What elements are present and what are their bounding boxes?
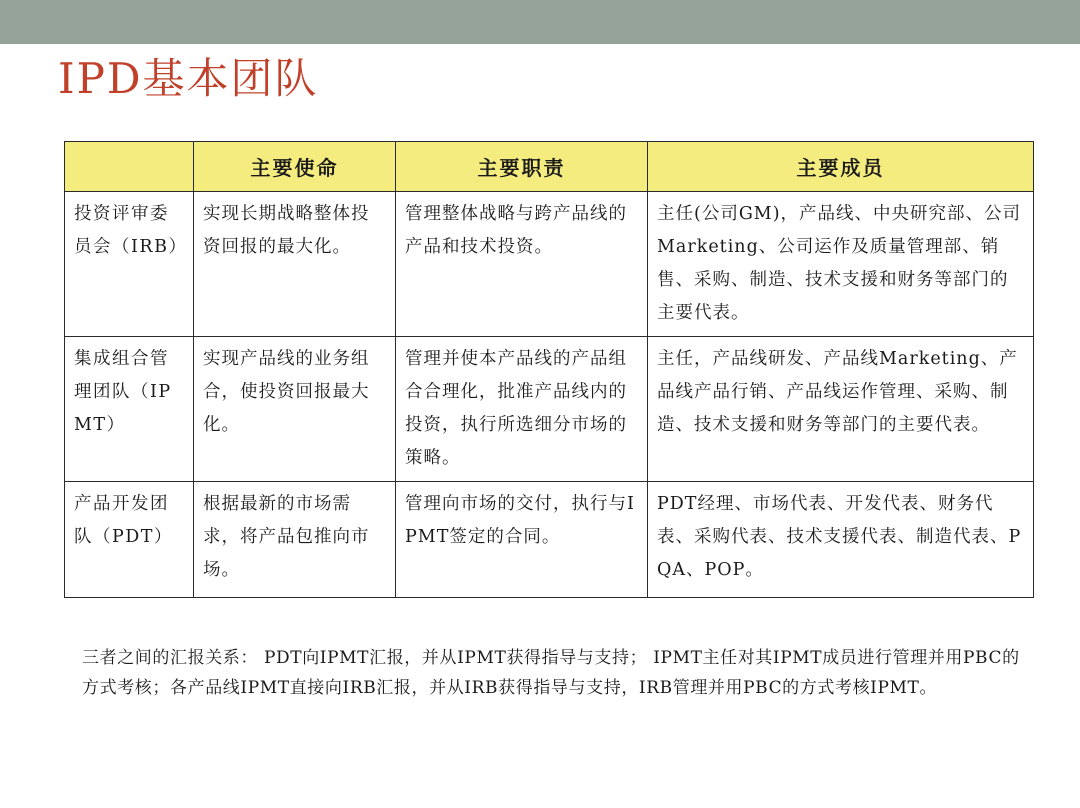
- duty-cell: 管理向市场的交付，执行与IPMT签定的合同。: [396, 482, 648, 598]
- team-name-cell: 产品开发团队（PDT）: [65, 482, 194, 598]
- slide-title: IPD基本团队: [58, 54, 319, 103]
- top-banner: [0, 0, 1080, 44]
- mission-cell: 实现长期战略整体投资回报的最大化。: [194, 192, 396, 337]
- table-row-ipmt: [65, 337, 1034, 482]
- ipd-team-table: [64, 141, 1034, 598]
- table-row-pdt: [65, 482, 1034, 598]
- members-cell: 主任(公司GM)，产品线、中央研究部、公司Marketing、公司运作及质量管理部、销售、采购、制造、技术支援和财务等部门的主要代表。: [648, 192, 1034, 337]
- mission-cell: 根据最新的市场需求，将产品包推向市场。: [194, 482, 396, 598]
- header-duty: 主要职责: [396, 142, 648, 192]
- mission-cell: 实现产品线的业务组合，使投资回报最大化。: [194, 337, 396, 482]
- header-corner-cell: [65, 142, 194, 192]
- team-name-cell: 集成组合管理团队（IPMT）: [65, 337, 194, 482]
- reporting-relationship-note: 三者之间的汇报关系： PDT向IPMT汇报，并从IPMT获得指导与支持； IPMT主任对其IPMT成员进行管理并用PBC的方式考核；各产品线IPMT直接向IRB汇报，并从IRB获得指导与支持，IRB管理并用PBC的方式考核IPMT。: [82, 648, 1020, 698]
- team-name-cell: 投资评审委员会（IRB）: [65, 192, 194, 337]
- duty-cell: 管理整体战略与跨产品线的产品和技术投资。: [396, 192, 648, 337]
- members-cell: PDT经理、市场代表、开发代表、财务代表、采购代表、技术支援代表、制造代表、PQA、POP。: [648, 482, 1034, 598]
- members-cell: 主任，产品线研发、产品线Marketing、产品线产品行销、产品线运作管理、采购、制造、技术支援和财务等部门的主要代表。: [648, 337, 1034, 482]
- header-mission: 主要使命: [194, 142, 396, 192]
- table-header-row: [65, 142, 1034, 192]
- duty-cell: 管理并使本产品线的产品组合合理化，批准产品线内的投资，执行所选细分市场的策略。: [396, 337, 648, 482]
- table-row-irb: [65, 192, 1034, 337]
- header-members: 主要成员: [648, 142, 1034, 192]
